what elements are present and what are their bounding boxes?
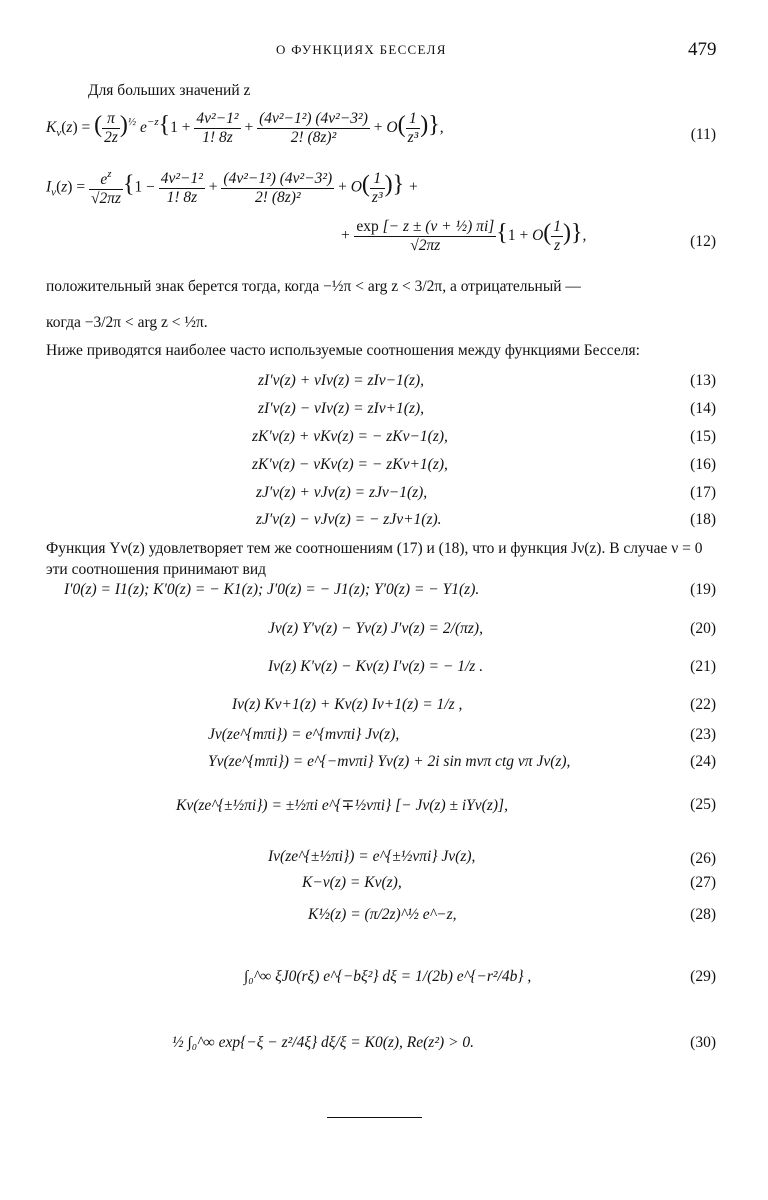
equation-11: $K_\nu(z)$ = ( $\frac{\pi}{2z}$ )$^{\frac{1}{2}}$ $e^{-z}\{1$ + $\frac{\text{4ν²−1²}}{1! 8z}$ + $\frac{\text{(4ν²−1²) (4ν²−3²)}}{\text{2! (8z)²}}$ + O( $\frac{1}{\text{z³}}$ )}, [46,110,444,146]
equation-number: (17) [690,484,716,501]
equation-number: (16) [690,456,716,473]
equation-26: Iν(ze^{±½πi}) = e^{±½νπi} Jν(z), [268,848,476,865]
equation-16: zK′ν(z) − νKν(z) = − zKν+1(z), [252,456,448,473]
equation-number: (26) [690,850,716,867]
equation-29: ∫₀^∞ ξJ0(rξ) e^{−bξ²} dξ = 1/(2b) e^{−r²/4b} , [244,968,532,985]
text-sign-rule-1: положительный знак берется тогда, когда −½π < arg z < 3/2π, а отрицательный — [46,278,581,295]
equation-25: Kν(ze^{±½πi}) = ±½πi e^{∓½νπi} [− Jν(z) ± iYν(z)], [176,797,508,814]
equation-number: (20) [690,620,716,637]
equation-number: (13) [690,372,716,389]
equation-number: (30) [690,1034,716,1051]
equation-number: (28) [690,906,716,923]
equation-number: (12) [690,233,716,250]
running-header [0,39,768,66]
equation-23: Jν(ze^{mπi}) = e^{mνπi} Jν(z), [208,726,400,743]
equation-12-line1: $I_\nu(z)$ = $\frac{e^z}{√2\pi z}$ {1 − $\frac{\text{4ν²−1²}}{1! 8z}$ + $\frac{\text{(4ν²−1²) (4ν²−3²)}}{\text{2! (8z)²}}$ + O( $\frac{1}{\text{z³}}$ )} + [46,168,419,207]
equation-number: (14) [690,400,716,417]
equation-14: zI′ν(z) − νIν(z) = zIν+1(z), [258,400,425,417]
page-number: 479 [688,39,717,60]
equation-number: (29) [690,968,716,985]
header-title: О ФУНКЦИЯХ БЕССЕЛЯ [276,42,447,57]
equation-number: (27) [690,874,716,891]
equation-20: Jν(z) Y′ν(z) − Yν(z) J′ν(z) = 2/(πz), [268,620,483,637]
text-function-y: Функция Yν(z) удовлетворяет тем же соотношениям (17) и (18), что и функция Jν(z). В случае ν = 0 эти соотношения принимают вид [46,540,703,578]
equation-30: ½ ∫₀^∞ exp{−ξ − z²/4ξ} dξ/ξ = K0(z), Re(z²) > 0. [172,1034,474,1051]
equation-27: K−ν(z) = Kν(z), [302,874,402,891]
equation-15: zK′ν(z) + νKν(z) = − zKν−1(z), [252,428,448,445]
equation-number: (11) [690,126,716,143]
text-relations-intro: Ниже приводятся наиболее часто используемые соотношения между функциями Бесселя: [46,342,640,359]
text-sign-rule-2: когда −3/2π < arg z < ½π. [46,314,208,331]
equation-19: I′0(z) = I1(z); K′0(z) = − K1(z); J′0(z) = − J1(z); Y′0(z) = − Y1(z). [64,581,480,598]
equation-22: Iν(z) Kν+1(z) + Kν(z) Iν+1(z) = 1/z , [232,696,463,713]
equation-17: zJ′ν(z) + νJν(z) = zJν−1(z), [256,484,428,501]
text-large-z: Для больших значений z [88,82,251,99]
equation-number: (21) [690,658,716,675]
end-rule [327,1117,422,1118]
equation-number: (22) [690,696,716,713]
equation-18: zJ′ν(z) − νJν(z) = − zJν+1(z). [256,511,442,528]
equation-21: Iν(z) K′ν(z) − Kν(z) I′ν(z) = − 1/z . [268,658,484,675]
equation-13: zI′ν(z) + νIν(z) = zIν−1(z), [258,372,425,389]
equation-number: (23) [690,726,716,743]
equation-28: K½(z) = (π/2z)^½ e^−z, [308,906,457,923]
equation-number: (18) [690,511,716,528]
equation-number: (24) [690,753,716,770]
equation-12-line2: + $\frac{\text{exp [− z ± (ν + ½) πi]}}{√2\pi z}$ {1 + O( $\frac{1}{z}$ )}, [340,218,587,254]
equation-number: (15) [690,428,716,445]
equation-24: Yν(ze^{mπi}) = e^{−mνπi} Yν(z) + 2i sin mνπ ctg νπ Jν(z), [208,753,571,770]
equation-number: (25) [690,796,716,813]
equation-number: (19) [690,581,716,598]
